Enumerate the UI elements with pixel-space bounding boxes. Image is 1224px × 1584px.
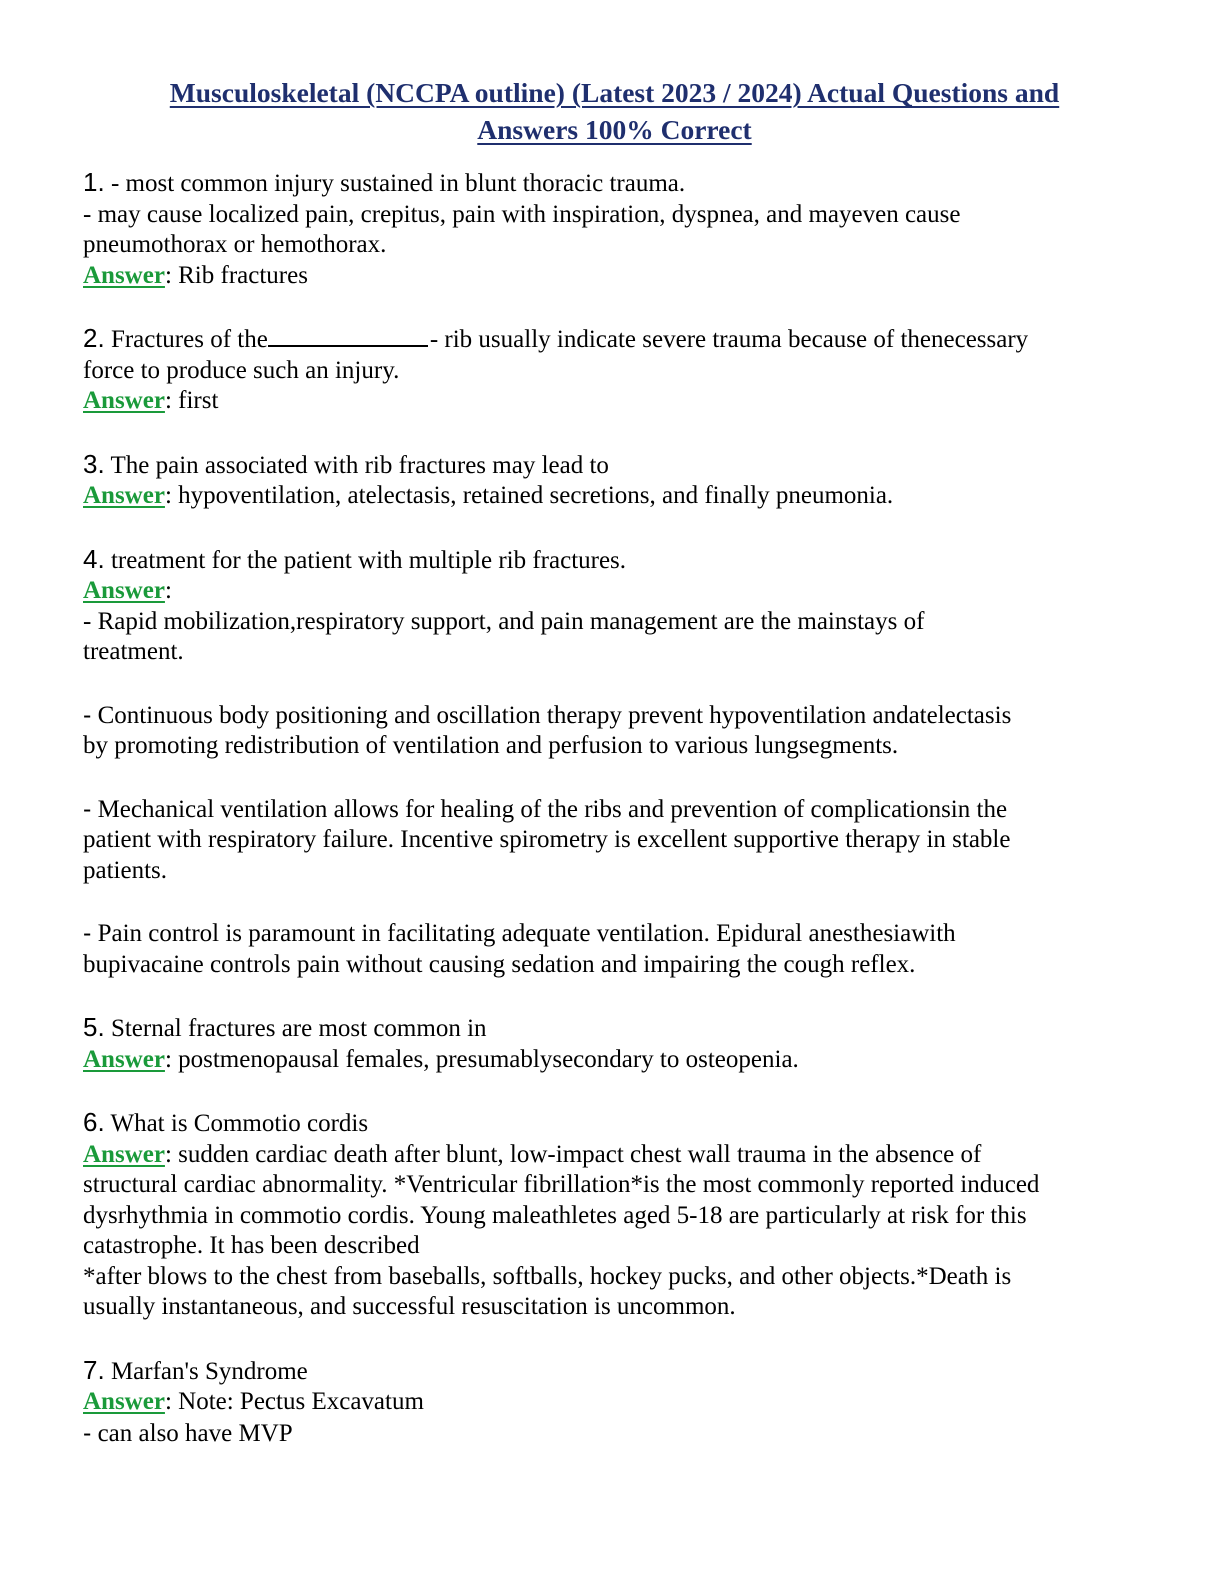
question-number: 1. bbox=[83, 167, 105, 197]
question-number: 3. bbox=[83, 448, 105, 479]
bullet-dash: - bbox=[83, 1418, 92, 1447]
question-7-line-1: Marfan's Syndrome bbox=[104, 1357, 308, 1385]
question-3-line-1: The pain associated with rib fractures may lead to bbox=[104, 451, 609, 479]
question-2 bbox=[83, 323, 1136, 417]
answer-4 bbox=[83, 576, 1136, 607]
answer-4-paragraph-2 bbox=[83, 700, 1136, 762]
answer-5-text: : postmenopausal females, presumablysecondary to osteopenia. bbox=[164, 1045, 799, 1073]
question-5 bbox=[83, 1012, 1136, 1075]
answer-1-text: : Rib fractures bbox=[164, 261, 308, 289]
question-7-text bbox=[83, 1355, 1136, 1388]
answer-6-line-4: catastrophe. It has been described bbox=[83, 1232, 420, 1259]
question-2-line-2: force to produce such an injury. bbox=[83, 356, 400, 384]
answer-label: Answer bbox=[83, 387, 165, 414]
answer-5 bbox=[83, 1045, 1136, 1076]
bullet-dash: - bbox=[83, 794, 92, 823]
question-4-text bbox=[83, 544, 1136, 577]
question-6-text bbox=[83, 1107, 1136, 1140]
answer-4-p1-line-2: treatment. bbox=[83, 638, 184, 665]
answer-4-p3-line-2: patient with respiratory failure. Incentive spirometry is excellent supportive therapy in stable bbox=[83, 826, 1011, 853]
bullet-dash: - bbox=[83, 919, 92, 947]
question-5-line-1: Sternal fractures are most common in bbox=[104, 1015, 487, 1042]
answer-6 bbox=[83, 1140, 1136, 1171]
answer-7 bbox=[83, 1387, 1136, 1418]
answer-label: Answer bbox=[83, 1388, 165, 1415]
answer-4-text: : bbox=[164, 577, 172, 604]
answer-4-p2-line-2: by promoting redistribution of ventilation and perfusion to various lungsegments. bbox=[83, 732, 899, 759]
question-2-text bbox=[83, 323, 1136, 356]
answer-label: Answer bbox=[83, 482, 165, 509]
answer-label: Answer bbox=[83, 1045, 165, 1073]
answer-4-p2-line-1 bbox=[83, 700, 1136, 732]
answer-6-line-5: *after blows to the chest from baseballs, softballs, hockey pucks, and other objects.*Death is bbox=[83, 1262, 1012, 1290]
answer-4-p4-line-1 bbox=[83, 918, 1136, 950]
question-4-line-1: treatment for the patient with multiple rib fractures. bbox=[104, 546, 627, 574]
answer-6-text: : sudden cardiac death after blunt, low-impact chest wall trauma in the absence of bbox=[164, 1140, 982, 1168]
question-6-line-1: What is Commotio cordis bbox=[104, 1110, 369, 1137]
answer-label: Answer bbox=[83, 1140, 165, 1168]
answer-4-p3-line-3: patients. bbox=[83, 856, 168, 884]
answer-label: Answer bbox=[83, 261, 165, 289]
question-1-line-1: - most common injury sustained in blunt thoracic trauma. bbox=[104, 170, 686, 197]
answer-3-text: : hypoventilation, atelectasis, retained secretions, and finally pneumonia. bbox=[164, 482, 894, 509]
answer-4-p3-text: Mechanical ventilation allows for healing of the ribs and prevention of complicationsin the bbox=[91, 795, 1008, 823]
question-3-text bbox=[83, 449, 1136, 482]
answer-7-line-3 bbox=[83, 1418, 1136, 1450]
question-number: 2. bbox=[83, 323, 105, 353]
question-4 bbox=[83, 544, 1136, 981]
answer-4-p4-line-2: bupivacaine controls pain without causing sedation and impairing the cough reflex. bbox=[83, 950, 916, 978]
question-7 bbox=[83, 1355, 1136, 1450]
answer-4-p2-text: Continuous body positioning and oscillation therapy prevent hypoventilation andatelectasis bbox=[91, 701, 1012, 729]
bullet-dash: - bbox=[83, 700, 92, 729]
question-5-text bbox=[83, 1012, 1136, 1045]
question-2-post: - rib usually indicate severe trauma because of thenecessary bbox=[429, 326, 1029, 353]
answer-4-paragraph-1 bbox=[83, 607, 1136, 668]
answer-6-line-3: dysrhythmia in commotio cordis. Young maleathletes aged 5-18 are particularly at risk for this bbox=[83, 1201, 1027, 1229]
answer-2-text: : first bbox=[164, 387, 219, 414]
question-2-pre: Fractures of the bbox=[104, 326, 268, 353]
answer-4-paragraph-3 bbox=[83, 794, 1136, 887]
answer-3 bbox=[83, 481, 1136, 512]
answer-4-p4-text: Pain control is paramount in facilitating adequate ventilation. Epidural anesthesiawith bbox=[91, 920, 956, 947]
question-1-text bbox=[83, 167, 1136, 200]
answer-4-p1-line-1: - Rapid mobilization,respiratory support, and pain management are the mainstays of bbox=[83, 607, 925, 635]
answer-4-p3-line-1 bbox=[83, 794, 1136, 826]
answer-label: Answer bbox=[83, 577, 165, 604]
answer-4-paragraph-4 bbox=[83, 918, 1136, 980]
page-title bbox=[83, 74, 1136, 148]
answer-1 bbox=[83, 261, 1136, 292]
question-number: 5. bbox=[83, 1012, 105, 1042]
question-1-line-2: - may cause localized pain, crepitus, pain with inspiration, dyspnea, and mayeven cause bbox=[83, 200, 961, 228]
answer-6-line-6: usually instantaneous, and successful resuscitation is uncommon. bbox=[83, 1293, 736, 1320]
question-1-line-3: pneumothorax or hemothorax. bbox=[83, 231, 387, 258]
question-3 bbox=[83, 449, 1136, 512]
question-6 bbox=[83, 1107, 1136, 1323]
answer-6-line-2: structural cardiac abnormality. *Ventricular fibrillation*is the most commonly reported induced bbox=[83, 1171, 1040, 1198]
question-number: 7. bbox=[83, 1354, 105, 1385]
answer-2 bbox=[83, 386, 1136, 417]
title-line-1: Musculoskeletal (NCCPA outline) (Latest 2023 / 2024) Actual Questions and bbox=[169, 77, 1060, 108]
title-line-2: Answers 100% Correct bbox=[477, 114, 752, 145]
question-number: 4. bbox=[83, 543, 105, 574]
question-1 bbox=[83, 167, 1136, 291]
fill-in-blank bbox=[268, 323, 428, 347]
answer-7-text: : Note: Pectus Excavatum bbox=[164, 1388, 424, 1415]
question-number: 6. bbox=[83, 1107, 105, 1137]
answer-7-line-3-text: can also have MVP bbox=[91, 1419, 293, 1447]
